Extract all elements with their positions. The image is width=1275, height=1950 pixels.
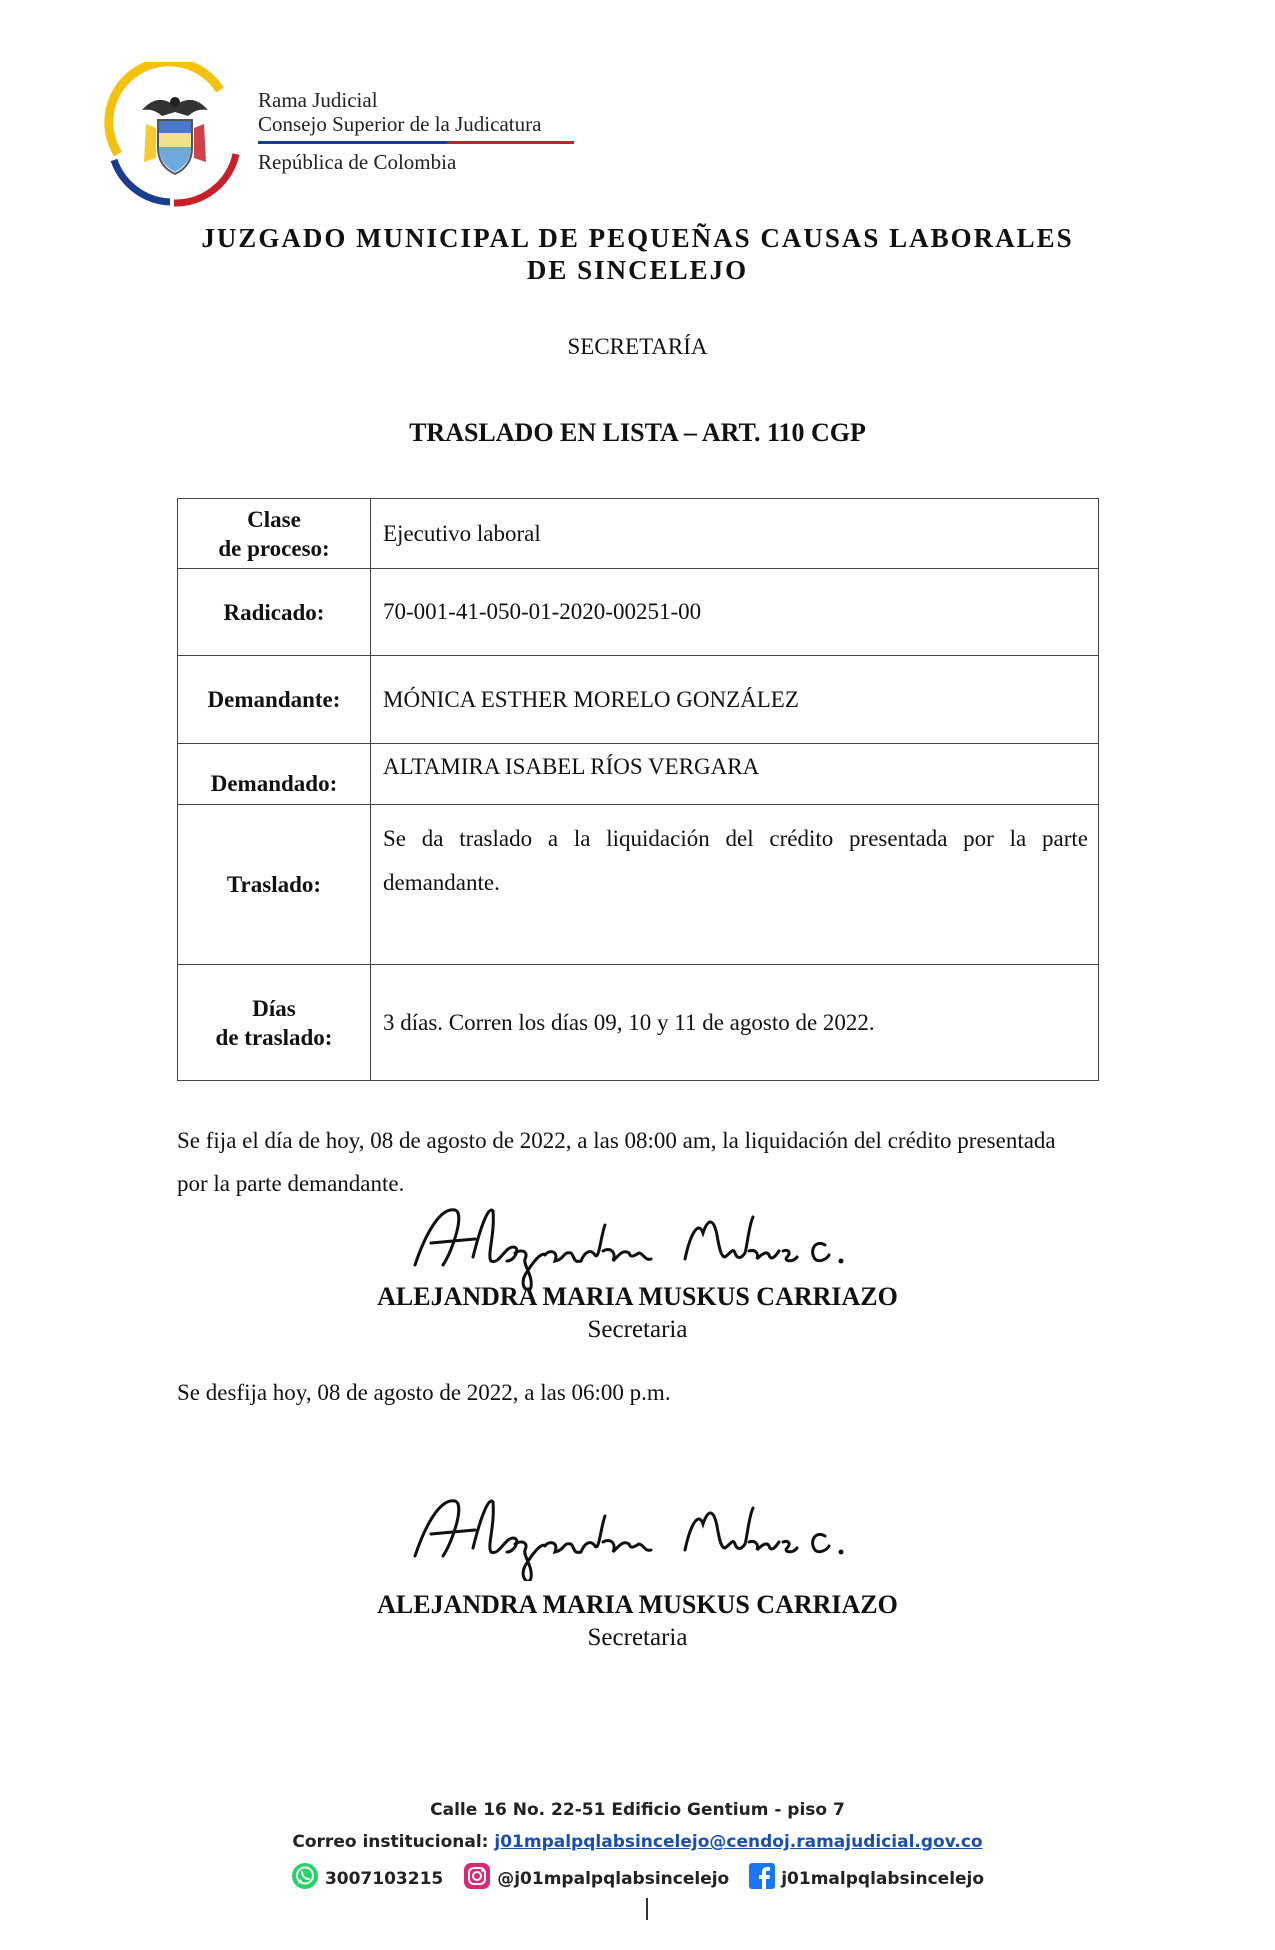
value-process-class: Ejecutivo laboral <box>371 499 1099 569</box>
document-title: TRASLADO EN LISTA – ART. 110 CGP <box>409 418 866 447</box>
label-demandado: Demandado: <box>178 744 371 805</box>
instagram-contact[interactable] <box>463 1862 729 1895</box>
signer-role-1: Secretaria <box>587 1316 688 1343</box>
value-traslado-cell <box>371 805 1099 965</box>
signature-image-1 <box>395 1195 855 1290</box>
label-dias-traslado: Días de traslado: <box>178 965 371 1081</box>
org-country: República de Colombia <box>258 150 457 174</box>
table-row <box>178 744 1099 805</box>
org-name: Rama Judicial <box>258 88 378 112</box>
footer-divider <box>646 1898 648 1920</box>
organization-block <box>258 88 574 174</box>
value-demandante: MÓNICA ESTHER MORELO GONZÁLEZ <box>371 656 1099 744</box>
value-traslado: Se da traslado a la liquidación del crédito presentada por la parte demandante. <box>383 826 1088 895</box>
case-info-table <box>177 498 1099 1081</box>
label-demandante: Demandante: <box>178 656 371 744</box>
footer-email-line <box>0 1832 1275 1852</box>
table-row <box>178 656 1099 744</box>
unfixing-statement: Se desfija hoy, 08 de agosto de 2022, a las 06:00 p.m. <box>177 1380 671 1405</box>
flag-divider <box>258 141 574 144</box>
table-row <box>178 965 1099 1081</box>
whatsapp-contact[interactable] <box>291 1862 443 1895</box>
instagram-handle: @j01mpalpqlabsincelejo <box>497 1868 730 1889</box>
court-title-line2: DE SINCELEJO <box>526 255 749 285</box>
office-name: SECRETARÍA <box>567 334 708 359</box>
fixing-statement: Se fija el día de hoy, 08 de agosto de 2022, a las 08:00 am, la liquidación del crédito presentada por la parte demandante. <box>177 1128 1056 1196</box>
label-radicado: Radicado: <box>178 569 371 656</box>
facebook-contact[interactable] <box>749 1863 984 1894</box>
table-row <box>178 805 1099 965</box>
label-traslado: Traslado: <box>178 805 371 965</box>
facebook-handle: j01malpqlabsincelejo <box>781 1868 985 1889</box>
whatsapp-number: 3007103215 <box>324 1868 444 1889</box>
email-link[interactable]: j01mpalpqlabsincelejo@cendoj.ramajudicial.gov.co <box>494 1832 983 1852</box>
value-radicado: 70-001-41-050-01-2020-00251-00 <box>371 569 1099 656</box>
footer-social <box>0 1862 1275 1895</box>
coat-of-arms-icon <box>100 62 250 212</box>
signer-name-1: ALEJANDRA MARIA MUSKUS CARRIAZO <box>377 1282 898 1311</box>
table-row <box>178 499 1099 569</box>
whatsapp-icon <box>291 1862 319 1895</box>
footer-address: Calle 16 No. 22-51 Edificio Gentium - piso 7 <box>430 1800 845 1820</box>
facebook-icon <box>749 1863 775 1894</box>
signer-role-2: Secretaria <box>587 1624 688 1651</box>
value-dias-traslado: 3 días. Corren los días 09, 10 y 11 de agosto de 2022. <box>371 965 1099 1081</box>
org-council: Consejo Superior de la Judicatura <box>258 112 542 136</box>
email-label: Correo institucional: <box>292 1832 489 1852</box>
court-title <box>0 222 1275 286</box>
instagram-icon <box>463 1862 491 1895</box>
court-title-line1: JUZGADO MUNICIPAL DE PEQUEÑAS CAUSAS LABORALES <box>201 223 1074 253</box>
signer-name-2: ALEJANDRA MARIA MUSKUS CARRIAZO <box>377 1590 898 1619</box>
table-row <box>178 569 1099 656</box>
signature-image-2 <box>395 1486 855 1581</box>
label-process-class: Clase de proceso: <box>178 499 371 569</box>
value-demandado: ALTAMIRA ISABEL RÍOS VERGARA <box>371 744 1099 805</box>
